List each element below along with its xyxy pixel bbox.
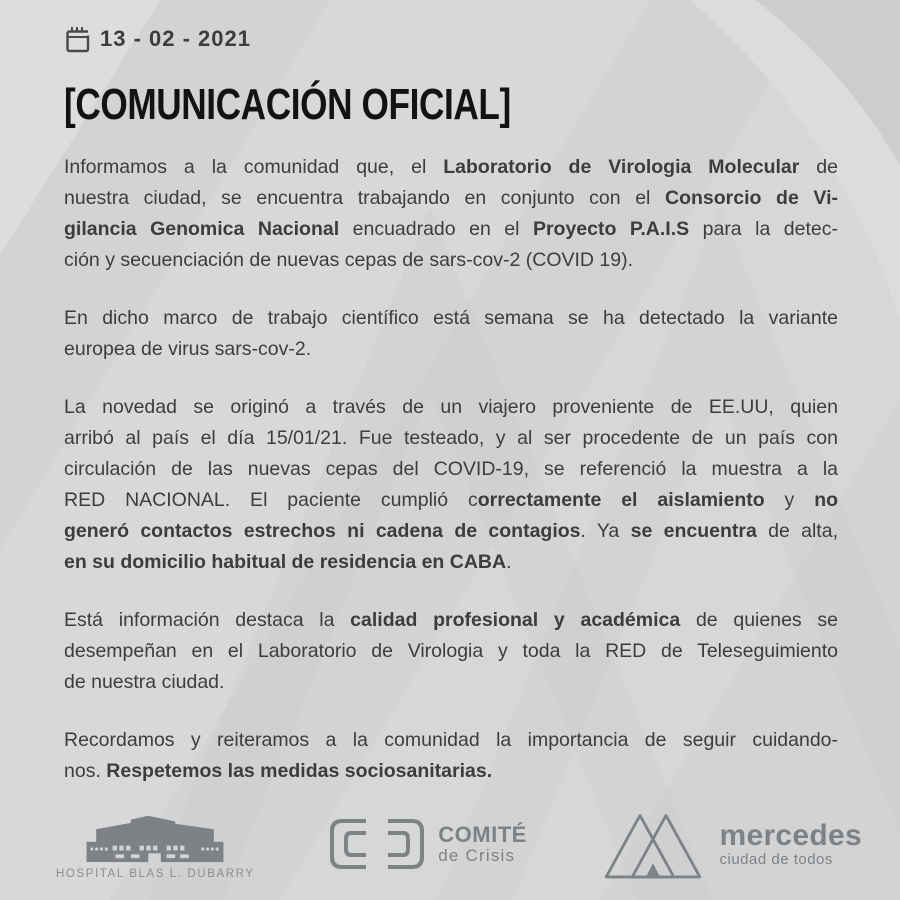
text-line: ción y secuenciación de nuevas cepas de sars-cov-2 (COVID 19). — [64, 249, 634, 271]
body-paragraph — [64, 152, 838, 276]
comite-subtitle: de Crisis — [438, 846, 516, 865]
text-line: arribó al país el día 15/01/21. Fue testeado, y al ser procedente de un país con — [64, 427, 838, 449]
comite-text — [438, 823, 527, 865]
comite-de-crisis-logo — [329, 818, 527, 870]
body-paragraph — [64, 303, 838, 365]
hospital-logo — [56, 809, 255, 880]
text-line: La novedad se originó a través de un viajero proveniente de EE.UU, quien — [64, 396, 838, 418]
text-line: circulación de las nuevas cepas del COVID-19, se referenció la muestra a la — [64, 458, 838, 480]
text-line: nuestra ciudad, se encuentra trabajando en conjunto con el Consorcio de Vi- — [64, 187, 838, 209]
date-text: 13 - 02 - 2021 — [100, 26, 251, 51]
hospital-building-icon — [80, 809, 230, 863]
mercedes-subtitle: ciudad de todos — [719, 851, 833, 868]
text-line: nos. Respetemos las medidas sociosanitarias. — [64, 760, 493, 782]
body-text — [64, 152, 838, 787]
page-title: [COMUNICACIÓN OFICIAL] — [64, 80, 511, 129]
body-paragraph — [64, 392, 838, 578]
text-line: generó contactos estrechos ni cadena de contagios. Ya se encuentra de alta, — [64, 520, 838, 542]
text-line: europea de virus sars-cov-2. — [64, 338, 312, 360]
text-line: en su domicilio habitual de residencia en CABA. — [64, 551, 512, 573]
text-line: Informamos a la comunidad que, el Laboratorio de Virologia Molecular de — [64, 156, 838, 178]
date-row — [64, 22, 838, 56]
footer-logos — [0, 796, 900, 900]
body-paragraph — [64, 605, 838, 698]
text-line: RED NACIONAL. El paciente cumplió correctamente el aislamiento y no — [64, 489, 839, 511]
comite-brackets-icon — [329, 818, 425, 870]
mercedes-text — [719, 820, 862, 868]
mercedes-logo — [601, 807, 862, 881]
text-line: gilancia Genomica Nacional encuadrado en el Proyecto P.A.I.S para la detec- — [64, 218, 838, 240]
hospital-caption: HOSPITAL BLAS L. DUBARRY — [56, 867, 255, 880]
mercedes-title: mercedes — [719, 819, 862, 852]
comite-title: COMITÉ — [438, 822, 527, 847]
text-line: En dicho marco de trabajo científico está semana se ha detectado la variante — [64, 307, 838, 329]
body-paragraph — [64, 725, 838, 787]
mercedes-m-icon — [601, 807, 705, 881]
text-line: Recordamos y reiteramos a la comunidad la importancia de seguir cuidando- — [64, 729, 838, 751]
text-line: de nuestra ciudad. — [64, 671, 225, 693]
calendar-icon — [64, 24, 91, 55]
text-line: desempeñan en el Laboratorio de Virologia y toda la RED de Teleseguimiento — [64, 640, 838, 662]
text-line: Está información destaca la calidad profesional y académica de quienes se — [64, 609, 838, 631]
